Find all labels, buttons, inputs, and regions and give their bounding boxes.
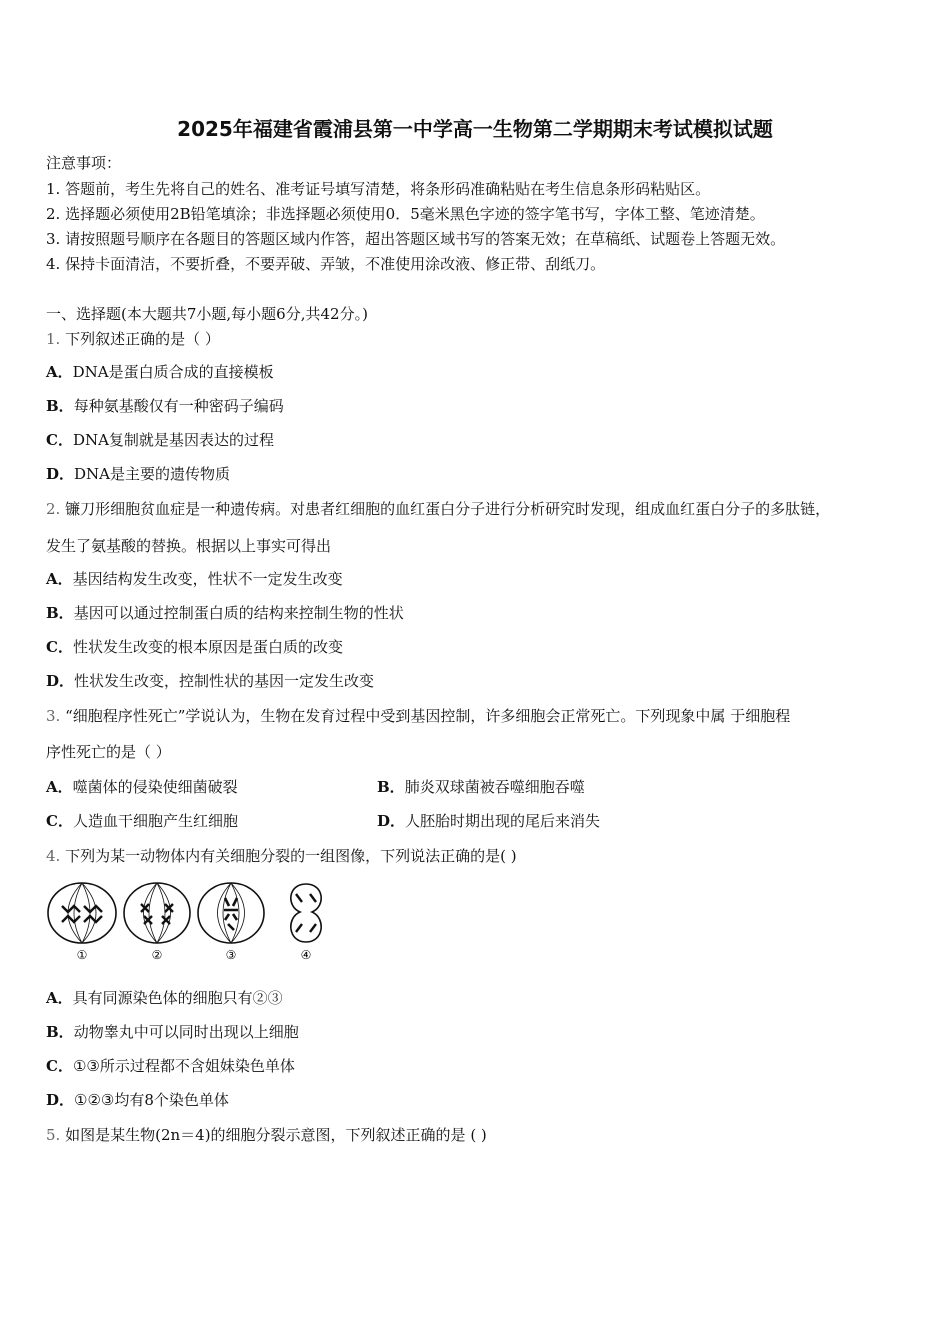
q1-option-b <box>46 395 284 416</box>
option-letter: C． <box>46 812 73 830</box>
q4-option-b <box>46 1021 299 1042</box>
q2-option-a <box>46 568 343 589</box>
question-2 <box>46 498 830 519</box>
option-letter: A． <box>46 778 73 796</box>
question-number: 1. <box>46 330 61 348</box>
option-text: DNA复制就是基因表达的过程 <box>72 431 274 449</box>
question-stem: 下列为某一动物体内有关细胞分裂的一组图像，下列说法正确的是( ) <box>65 847 517 865</box>
q4-option-c <box>46 1055 295 1076</box>
option-letter: C． <box>46 1057 73 1075</box>
question-stem: 如图是某生物(2n＝4)的细胞分裂示意图，下列叙述正确的是 ( ) <box>65 1126 487 1144</box>
q4-option-a <box>46 987 283 1008</box>
option-letter: B． <box>46 1023 74 1041</box>
option-letter: A． <box>46 363 73 381</box>
cell-division-figure <box>44 876 334 962</box>
question-number: 4. <box>46 847 61 865</box>
question-number: 2. <box>46 500 61 518</box>
cell-4-diagram <box>291 884 321 942</box>
notice-item-1: 1. 答题前，考生先将自己的姓名、准考证号填写清楚，将条形码准确粘贴在考生信息条形码粘贴区。 <box>46 180 711 198</box>
q2-option-c <box>46 636 343 657</box>
q4-option-d <box>46 1089 229 1110</box>
option-letter: D． <box>46 672 75 690</box>
figure-label-2: ② <box>151 948 163 962</box>
cell-2-diagram <box>124 883 190 943</box>
q1-option-a <box>46 361 274 382</box>
q2-option-b <box>46 602 404 623</box>
option-text: ①②③均有8个染色单体 <box>74 1091 229 1109</box>
question-stem: 下列叙述正确的是（ ） <box>65 330 220 348</box>
option-text: ①③所示过程都不含姐妹染色单体 <box>72 1057 295 1075</box>
cell-1-diagram <box>48 883 116 943</box>
q2-option-d <box>46 670 374 691</box>
figure-label-4: ④ <box>300 948 312 962</box>
option-letter: C． <box>46 431 73 449</box>
question-number: 5. <box>46 1126 61 1144</box>
option-letter: A． <box>46 570 73 588</box>
option-text: DNA是蛋白质合成的直接模板 <box>72 363 274 381</box>
option-letter: D． <box>377 812 406 830</box>
question-1 <box>46 328 220 349</box>
q1-option-c <box>46 429 274 450</box>
option-text: 每种氨基酸仅有一种密码子编码 <box>73 397 284 415</box>
option-text: 性状发生改变，控制性状的基因一定发生改变 <box>74 672 375 690</box>
option-text: 基因可以通过控制蛋白质的结构来控制生物的性状 <box>73 604 404 622</box>
question-stem-line2: 发生了氨基酸的替换。根据以上事实可得出 <box>46 537 332 555</box>
q3-option-b <box>377 776 585 797</box>
question-stem-line1: 镰刀形细胞贫血症是一种遗传病。对患者红细胞的血红蛋白分子进行分析研究时发现，组成血红蛋白分子的多肽链， <box>65 500 831 518</box>
notice-item-4: 4. 保持卡面清洁，不要折叠，不要弄破、弄皱，不准使用涂改液、修正带、刮纸刀。 <box>46 255 606 273</box>
option-letter: C． <box>46 638 73 656</box>
exam-title: 2025年福建省霞浦县第一中学高一生物第二学期期末考试模拟试题 <box>177 117 773 141</box>
question-5 <box>46 1124 487 1145</box>
option-text: 噬菌体的侵染使细菌破裂 <box>72 778 238 796</box>
option-letter: B． <box>377 778 405 796</box>
section-heading: 一、选择题(本大题共7小题,每小题6分,共42分。) <box>46 305 368 323</box>
option-text: DNA是主要的遗传物质 <box>74 465 231 483</box>
option-letter: B． <box>46 604 74 622</box>
q3-option-a <box>46 776 238 797</box>
option-text: 动物睾丸中可以同时出现以上细胞 <box>73 1023 299 1041</box>
question-4 <box>46 845 517 866</box>
option-text: 人造血干细胞产生红细胞 <box>72 812 238 830</box>
option-text: 人胚胎时期出现的尾后来消失 <box>405 812 601 830</box>
option-text: 肺炎双球菌被吞噬细胞吞噬 <box>404 778 585 796</box>
option-letter: A． <box>46 989 73 1007</box>
option-letter: D． <box>46 465 75 483</box>
q3-option-c <box>46 810 238 831</box>
question-number: 3. <box>46 707 61 725</box>
figure-label-3: ③ <box>225 948 237 962</box>
question-stem-line2: 序性死亡的是（ ） <box>46 743 171 761</box>
notice-item-2: 2. 选择题必须使用2B铅笔填涂；非选择题必须使用0．5毫米黑色字迹的签字笔书写，字体工整、笔迹清楚。 <box>46 205 765 223</box>
option-text: 性状发生改变的根本原因是蛋白质的改变 <box>72 638 343 656</box>
question-3 <box>46 705 790 726</box>
question-stem-line1: “细胞程序性死亡”学说认为，生物在发育过程中受到基因控制，许多细胞会正常死亡。下列现象中属 于细胞程 <box>65 707 791 725</box>
option-letter: B． <box>46 397 74 415</box>
notice-item-3: 3. 请按照题号顺序在各题目的答题区域内作答，超出答题区域书写的答案无效；在草稿纸、试题卷上答题无效。 <box>46 230 786 248</box>
figure-label-1: ① <box>76 948 88 962</box>
q1-option-d <box>46 463 230 484</box>
q3-option-d <box>377 810 600 831</box>
option-letter: D． <box>46 1091 75 1109</box>
cell-3-diagram <box>198 883 264 943</box>
option-text: 基因结构发生改变，性状不一定发生改变 <box>72 570 343 588</box>
option-text: 具有同源染色体的细胞只有②③ <box>72 989 283 1007</box>
notice-heading: 注意事项： <box>46 154 122 172</box>
